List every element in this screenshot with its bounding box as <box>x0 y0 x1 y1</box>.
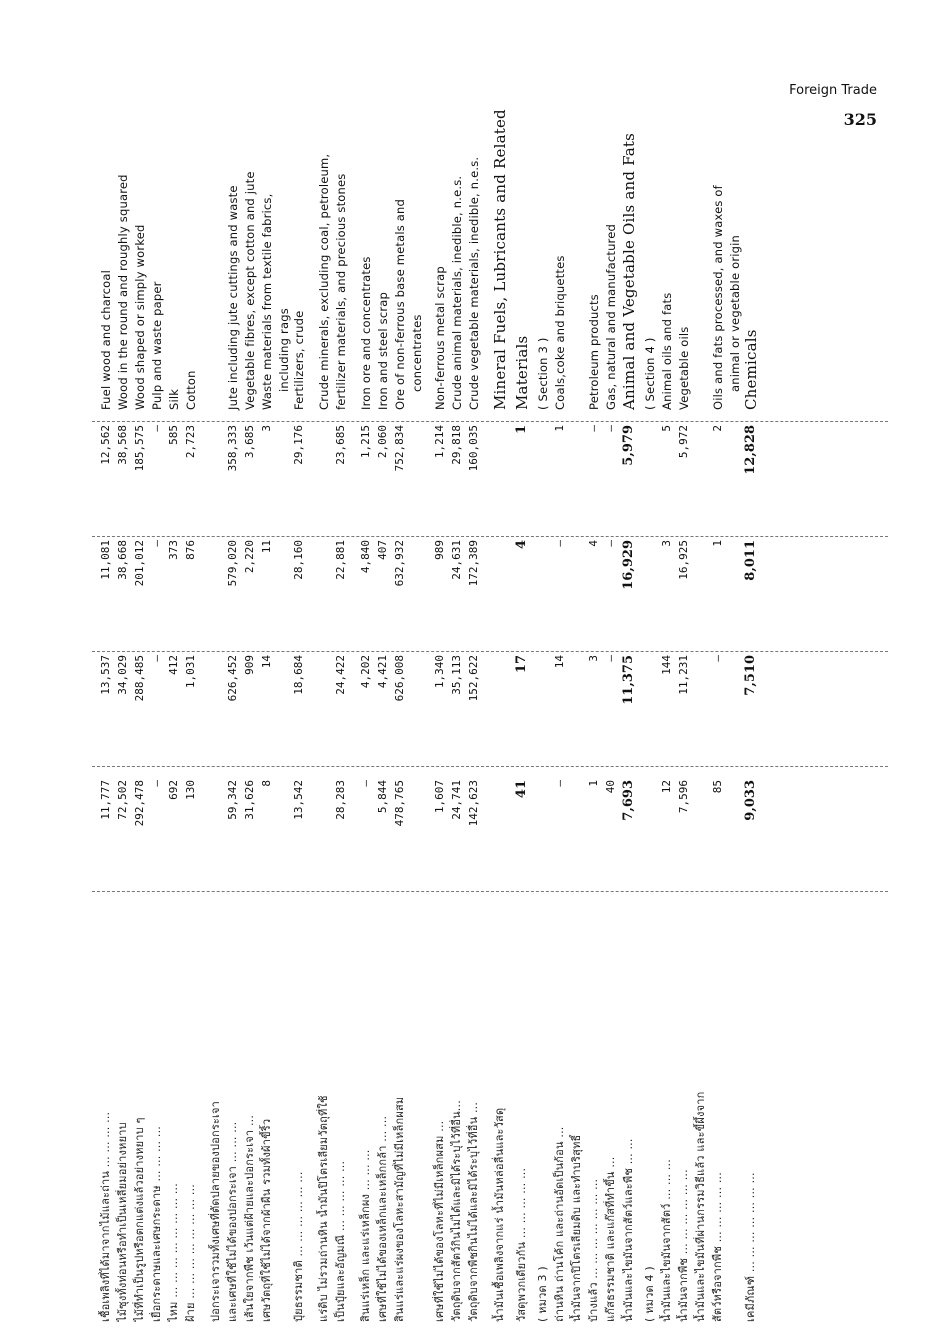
thai-label: น้ำมันและไขมันจากสัตว์ ... ... ... <box>660 1159 673 1322</box>
table-row <box>98 142 114 1322</box>
english-label: Materials <box>513 335 531 410</box>
value-col-1: 11,777 <box>99 780 112 820</box>
value-col-1: 5,844 <box>376 780 389 814</box>
thai-label: เป็นปุ๋ยและอัญมณี ... ... ... ... ... <box>334 1160 347 1322</box>
value-col-1: 292,478 <box>133 780 146 827</box>
value-col-3: 876 <box>184 540 197 560</box>
thai-label: บ้างแล้ว ... ... ... ... ... ... ... <box>587 1178 600 1322</box>
value-col-2: 626,008 <box>393 655 406 702</box>
table-row <box>432 142 448 1322</box>
english-label-continuation: animal or vegetable origin <box>728 234 742 392</box>
value-col-3: 632,932 <box>393 540 406 587</box>
value-col-4: 1,215 <box>359 425 372 459</box>
value-col-3: 3 <box>660 540 673 547</box>
thai-label: เส้นใยจากพืช เว้นแต่ฝ้ายและปอกระเจา ... <box>243 1114 256 1322</box>
english-label: Coals,coke and briquettes <box>553 255 567 410</box>
value-col-3: — <box>553 540 566 547</box>
value-col-1: 40 <box>604 780 617 794</box>
english-label: Animal and Vegetable Oils and Fats <box>620 132 638 410</box>
thai-label: และเศษที่ใช้ไม่ได้ของปอกระเจา ... ... ... <box>226 1121 239 1322</box>
value-col-2: — <box>711 655 724 662</box>
value-col-1: 7,693 <box>621 780 636 821</box>
value-col-2: 11,375 <box>621 655 636 705</box>
table-row <box>375 142 391 1322</box>
table-row <box>149 142 165 1322</box>
value-col-3: 201,012 <box>133 540 146 587</box>
value-col-1: — <box>150 780 163 787</box>
section-title: Foreign Trade <box>789 83 877 98</box>
english-label: Pulp and waste paper <box>150 281 164 410</box>
english-label: Silk <box>167 388 181 410</box>
table-row <box>513 142 529 1322</box>
thai-label: ไหม ... ... ... ... ... ... ... ... <box>167 1183 180 1322</box>
thai-label: ( หมวด 4 ) <box>643 1266 656 1322</box>
thai-label: ถ่านหิน ถ่านโค้ก และถ่านอัดเป็นก้อน ... <box>553 1126 566 1322</box>
table-row <box>358 142 374 1322</box>
english-label: Ore of non-ferrous base metals and <box>393 198 407 410</box>
value-col-1: 85 <box>711 780 724 794</box>
english-label: Waste materials from textile fabrics, <box>260 193 274 410</box>
table-row <box>115 142 131 1322</box>
table-row <box>166 142 182 1322</box>
value-col-1: — <box>359 780 372 787</box>
table-row <box>316 142 332 1322</box>
value-col-1: 1 <box>587 780 600 787</box>
value-col-3: 24,631 <box>450 540 463 580</box>
table-row-continuation <box>276 142 292 1322</box>
value-col-3: 4 <box>587 540 600 547</box>
value-col-4: 3 <box>260 425 273 432</box>
value-col-2: 1,031 <box>184 655 197 689</box>
value-col-1: 478,765 <box>393 780 406 827</box>
table-row <box>586 142 602 1322</box>
table-row <box>291 142 307 1322</box>
value-col-2: — <box>604 655 617 662</box>
value-col-2: 144 <box>660 655 673 675</box>
value-col-2: 34,029 <box>116 655 129 695</box>
value-col-2: 4,421 <box>376 655 389 689</box>
table-row <box>491 109 509 1322</box>
thai-label: ( หมวด 3 ) <box>536 1266 549 1322</box>
value-col-2: 14 <box>260 655 273 669</box>
thai-label: แก๊สธรรมชาติ และแก๊สที่ทำขึ้น ... <box>604 1156 617 1322</box>
thai-label: ไม้ซุงทั้งท่อนหรือทำเป็นเหลี่ยมอย่างหยาบ <box>116 1122 129 1322</box>
value-col-4: 12,562 <box>99 425 112 465</box>
value-col-4: 2,060 <box>376 425 389 459</box>
table-row <box>620 132 638 1322</box>
value-col-1: 41 <box>514 780 529 799</box>
value-col-1: 130 <box>184 780 197 800</box>
value-col-3: 579,020 <box>226 540 239 587</box>
value-col-1: 31,626 <box>243 780 256 820</box>
value-col-4: 38,568 <box>116 425 129 465</box>
value-col-4: 5,972 <box>677 425 690 459</box>
english-label: Crude vegetable materials, inedible, n.e.s. <box>467 156 481 410</box>
thai-label: น้ำมันเชื้อเพลิงจากแร่ น้ำมันหล่อลื่นและวัสดุ <box>493 1107 506 1322</box>
english-label: Petroleum products <box>587 294 601 410</box>
value-col-2: — <box>150 655 163 662</box>
value-col-2: 626,452 <box>226 655 239 702</box>
value-col-1: 12 <box>660 780 673 794</box>
table-row <box>552 142 568 1322</box>
table-row-continuation <box>409 142 425 1322</box>
value-col-1: 142,623 <box>467 780 480 827</box>
english-label: Non-ferrous metal scrap <box>433 266 447 410</box>
english-label: Jute including jute cuttings and waste <box>226 185 240 410</box>
value-col-1: 13,542 <box>292 780 305 820</box>
english-label: ( Section 3 ) <box>536 337 550 410</box>
value-col-2: 17 <box>514 655 529 674</box>
table-row <box>693 142 709 1322</box>
thai-label: ปุ๋ยธรรมชาติ ... ... ... ... ... ... <box>292 1171 305 1322</box>
table-row <box>132 142 148 1322</box>
thai-label: เคมีภัณฑ์ ... ... ... ... ... ... ... <box>744 1172 757 1322</box>
value-col-4: 1,214 <box>433 425 446 459</box>
english-label: Crude animal materials, inedible, n.e.s. <box>450 175 464 410</box>
table-row <box>259 142 275 1322</box>
value-col-2: 18,684 <box>292 655 305 695</box>
english-label-continuation: including rags <box>277 308 291 392</box>
thai-label: เศษวัตถุที่ใช้ไม่ได้จากผ้าผืน รวมทั้งผ้าขี้ริ้ว <box>260 1118 273 1322</box>
page-number: 325 <box>843 110 877 129</box>
english-label: fertilizer materials, and precious stones <box>334 173 348 410</box>
value-col-2: 909 <box>243 655 256 675</box>
value-col-2: 3 <box>587 655 600 662</box>
value-col-4: — <box>604 425 617 432</box>
value-col-4: 1 <box>553 425 566 432</box>
value-col-4: 2,723 <box>184 425 197 459</box>
value-col-1: 72,502 <box>116 780 129 820</box>
table-row <box>333 142 349 1322</box>
english-label: Gas, natural and manufactured <box>604 223 618 410</box>
value-col-2: 11,231 <box>677 655 690 695</box>
value-col-2: 1,340 <box>433 655 446 689</box>
value-col-2: 7,510 <box>743 655 758 696</box>
thai-label: น้ำมันและไขมันจากสัตว์และพืช ... ... <box>622 1138 635 1322</box>
thai-label: น้ำมันจากปิโตรเลียมดิบ และทำบริสุทธิ์ <box>570 1134 583 1322</box>
english-label: Chemicals <box>742 329 760 410</box>
english-label-continuation: concentrates <box>410 314 424 392</box>
table-row <box>466 142 482 1322</box>
page-header <box>789 83 877 129</box>
value-col-4: 185,575 <box>133 425 146 472</box>
english-label: Cotton <box>184 370 198 410</box>
value-col-1: 9,033 <box>743 780 758 821</box>
value-col-1: 59,342 <box>226 780 239 820</box>
table-row <box>569 142 585 1322</box>
thai-label: เศษที่ใช้ไม่ได้ของเหล็กและเหล็กกล้า ... ... <box>376 1115 389 1322</box>
value-col-4: 23,685 <box>334 425 347 465</box>
value-col-4: 29,176 <box>292 425 305 465</box>
table-row <box>242 142 258 1322</box>
table-row <box>742 142 758 1322</box>
value-col-2: 24,422 <box>334 655 347 695</box>
value-col-4: 585 <box>167 425 180 445</box>
thai-label: น้ำมันจากพืช ... ... ... ... ... ... <box>677 1169 690 1322</box>
value-col-2: 4,202 <box>359 655 372 689</box>
value-col-3: 1 <box>711 540 724 547</box>
english-label: Mineral Fuels, Lubricants and Related <box>491 109 509 410</box>
value-col-3: 16,929 <box>621 540 636 590</box>
english-label: Crude minerals, excluding coal, petroleum, <box>317 153 331 410</box>
thai-label: วัสดุพวกเดียวกัน ... ... ... ... ... <box>515 1167 528 1322</box>
table-row <box>449 142 465 1322</box>
value-col-3: 16,925 <box>677 540 690 580</box>
table-row <box>392 142 408 1322</box>
value-col-2: 152,622 <box>467 655 480 702</box>
value-col-4: 3,685 <box>243 425 256 459</box>
value-col-3: 2,220 <box>243 540 256 574</box>
value-col-4: 358,333 <box>226 425 239 472</box>
table-row <box>710 142 726 1322</box>
value-col-3: 989 <box>433 540 446 560</box>
thai-label: ฝ้าย ... ... ... ... ... ... ... ... <box>184 1184 197 1322</box>
value-col-2: 412 <box>167 655 180 675</box>
thai-label: น้ำมันและไขมันที่ผ่านกรรมวิธีแล้ว และขี้ผึ้งจาก <box>694 1091 707 1322</box>
thai-label: ไม้ที่ทำเป็นรูปหรือตกแต่งแล้วอย่างหยาบ ๆ <box>133 1117 146 1322</box>
thai-label: ปอกระเจารวมทั้งเศษที่ตัดปลายของปอกระเจา <box>209 1100 222 1322</box>
value-col-3: 22,881 <box>334 540 347 580</box>
value-col-4: — <box>150 425 163 432</box>
value-col-3: 407 <box>376 540 389 560</box>
value-col-4: 2 <box>711 425 724 432</box>
value-col-4: 5,979 <box>621 425 636 466</box>
english-label: Iron and steel scrap <box>376 291 390 410</box>
value-col-4: 5 <box>660 425 673 432</box>
value-col-1: 8 <box>260 780 273 787</box>
english-label: Vegetable oils <box>677 326 691 410</box>
value-col-3: 4 <box>514 540 529 550</box>
value-col-1: 7,596 <box>677 780 690 814</box>
value-col-2: 13,537 <box>99 655 112 695</box>
value-col-1: 1,607 <box>433 780 446 814</box>
value-col-3: 28,160 <box>292 540 305 580</box>
value-col-2: 35,113 <box>450 655 463 695</box>
value-col-1: — <box>553 780 566 787</box>
value-col-1: 28,283 <box>334 780 347 820</box>
thai-label: วัตถุดิบจากสัตว์กินไม่ได้และมิได้ระบุไว้ที่อื่น... <box>450 1100 463 1322</box>
table-row <box>642 142 658 1322</box>
english-label: Wood shaped or simply worked <box>133 224 147 410</box>
english-label: Wood in the round and roughly squared <box>116 174 130 410</box>
table-row <box>676 142 692 1322</box>
table-row-continuation <box>727 142 743 1322</box>
thai-label: สินแร่และแร่ผงของโลหะสามัญที่ไม่มีเหล็กผสม <box>393 1096 406 1322</box>
thai-label: เยื่อกระดาษและเศษกระดาษ ... ... ... ... <box>150 1126 163 1322</box>
table-row <box>535 142 551 1322</box>
table-row <box>225 142 241 1322</box>
value-col-1: 692 <box>167 780 180 800</box>
thai-label: แร่ดิบ ไม่รวมถ่านหิน น้ำมันปิโตรเลียมวัตถุที่ใช้ <box>317 1095 330 1322</box>
table-row <box>183 142 199 1322</box>
thai-label: สัตว์หรือจากพืช ... ... ... ... ... <box>711 1172 724 1322</box>
table-row <box>603 142 619 1322</box>
value-col-3: 11 <box>260 540 273 554</box>
english-label: Fuel wood and charcoal <box>99 269 113 410</box>
english-label: Iron ore and concentrates <box>359 256 373 410</box>
value-col-3: 11,081 <box>99 540 112 580</box>
thai-label: เศษที่ใช้ไม่ได้ของโลหะที่ไม่มีเหล็กผสม ... <box>433 1120 446 1322</box>
value-col-4: 1 <box>514 425 529 435</box>
thai-label: วัตถุดิบจากพืชกินไม่ได้และมิได้ระบุไว้ที่อื่น ... <box>467 1101 480 1322</box>
value-col-4: 29,818 <box>450 425 463 465</box>
english-label: Fertilizers, crude <box>292 310 306 410</box>
value-col-2: 288,485 <box>133 655 146 702</box>
value-col-1: 24,741 <box>450 780 463 820</box>
value-col-3: 38,668 <box>116 540 129 580</box>
value-col-3: 8,011 <box>743 540 758 581</box>
thai-label: เชื้อเพลิงที่ได้มาจากไม้และถ่าน ... ... ... ... <box>99 1111 112 1322</box>
table-row <box>208 142 224 1322</box>
english-label: Oils and fats processed, and waxes of <box>711 185 725 410</box>
value-col-4: 160,035 <box>467 425 480 472</box>
value-col-4: 752,834 <box>393 425 406 472</box>
english-label: ( Section 4 ) <box>643 337 657 410</box>
english-label: Vegetable fibres, except cotton and jute <box>243 171 257 410</box>
english-label: Animal oils and fats <box>660 292 674 410</box>
value-col-3: 373 <box>167 540 180 560</box>
value-col-3: 172,389 <box>467 540 480 587</box>
table-row <box>659 142 675 1322</box>
thai-label: สินแร่เหล็ก และแร่เหล็กผง ... ... ... <box>359 1149 372 1322</box>
value-col-4: — <box>587 425 600 432</box>
value-col-3: 4,840 <box>359 540 372 574</box>
value-col-3: — <box>150 540 163 547</box>
value-col-2: 14 <box>553 655 566 669</box>
value-col-4: 12,828 <box>743 425 758 475</box>
value-col-3: — <box>604 540 617 547</box>
